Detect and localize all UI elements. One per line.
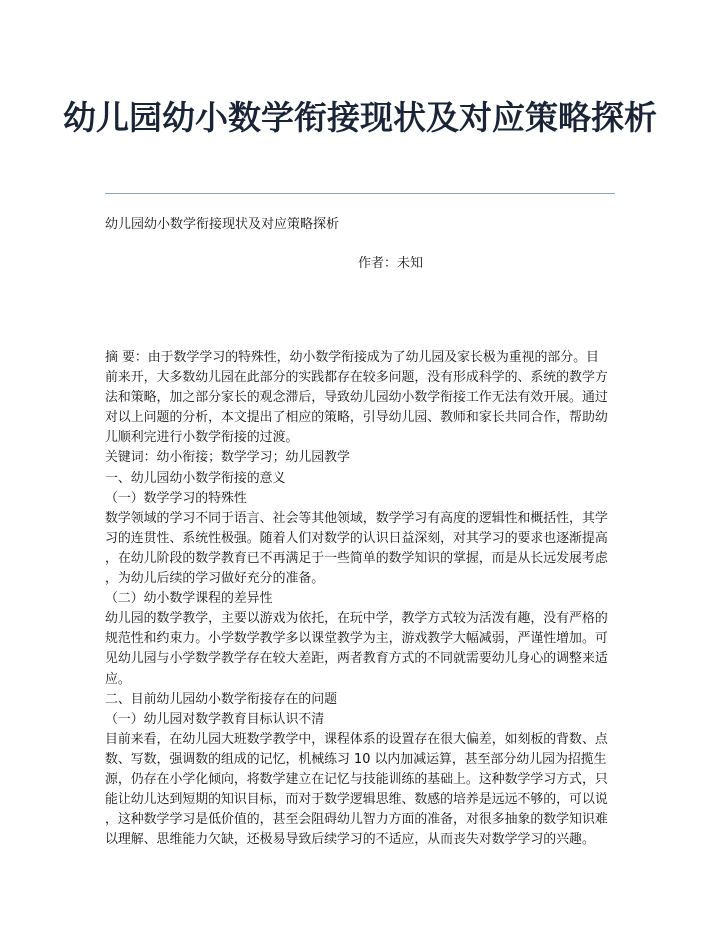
author-line: 作者：未知 [358, 256, 424, 271]
document-title: 幼儿园幼小数学衔接现状及对应策略探析 [63, 98, 657, 137]
text-line: 数学领域的学习不同于语言、社会等其他领域，数学学习有高度的逻辑性和概括性，其学 [105, 510, 608, 526]
text-line: 习的连贯性、系统性极强。随着人们对数学的认识日益深刻，对其学习的要求也逐渐提高 [105, 530, 608, 546]
text-line: ，这种数学学习是低价值的，甚至会阻碍幼儿智力方面的准备，对很多抽象的数学知识难 [105, 812, 608, 828]
text-line: 数、写数，强调数的组成的记忆，机械练习 10 以内加减运算，甚至部分幼儿园为招揽生 [105, 751, 607, 767]
text-line: 能让幼儿达到短期的知识目标，而对于数学逻辑思维、数感的培养是远远不够的，可以说 [105, 792, 608, 808]
text-line: （一）数学学习的特殊性 [105, 490, 247, 506]
text-line: ，在幼儿阶段的数学教育已不再满足于一些简单的数学知识的掌握，而是从长远发展考虑 [105, 550, 608, 566]
text-line: ，为幼儿后续的学习做好充分的准备。 [105, 571, 325, 587]
text-line: 儿顺利完进行小数学衔接的过渡。 [105, 430, 299, 446]
document-body [105, 348, 625, 850]
text-line: 见幼儿园与小学数学教学存在较大差距，两者教育方式的不同就需要幼儿身心的调整来适 [105, 651, 608, 667]
text-line: 目前来看，在幼儿园大班数学教学中，课程体系的设置存在很大偏差，如刻板的背数、点 [105, 731, 608, 747]
text-line: 法和策略，加之部分家长的观念滞后，导致幼儿园幼小数学衔接工作无法有效开展。通过 [105, 390, 608, 406]
text-line: 源，仍存在小学化倾向，将数学建立在记忆与技能训练的基础上。这种数学学习方式，只 [105, 771, 608, 787]
text-line: 一、幼儿园幼小数学衔接的意义 [105, 470, 286, 486]
text-line: 摘 要：由于数学学习的特殊性，幼小数学衔接成为了幼儿园及家长极为重视的部分。目 [105, 350, 599, 365]
text-line: 关键词：幼小衔接；数学学习；幼儿园教学 [105, 450, 350, 466]
text-line: 规范性和约束力。小学数学教学多以课堂教学为主，游戏教学大幅减弱，严谨性增加。可 [105, 631, 608, 647]
text-line: （二）幼小数学课程的差异性 [105, 591, 273, 607]
text-line: 对以上问题的分析，本文提出了相应的策略，引导幼儿园、教师和家长共同合作，帮助幼 [105, 410, 608, 426]
text-line: 幼儿园的数学教学，主要以游戏为依托，在玩中学，教学方式较为活泼有趣，没有严格的 [105, 611, 608, 627]
text-line: 应。 [105, 671, 131, 687]
title-divider [105, 193, 615, 194]
text-line: 前来开，大多数幼儿园在此部分的实践都存在较多问题，没有形成科学的、系统的教学方 [105, 370, 608, 386]
document-subtitle: 幼儿园幼小数学衔接现状及对应策略探析 [105, 217, 340, 232]
text-line: 二、目前幼儿园幼小数学衔接存在的问题 [105, 691, 338, 707]
text-line: 以理解、思维能力欠缺，还极易导致后续学习的不适应，从而丧失对数学学习的兴趣。 [105, 832, 595, 848]
text-line: （一）幼儿园对数学教育目标认识不清 [105, 711, 325, 727]
